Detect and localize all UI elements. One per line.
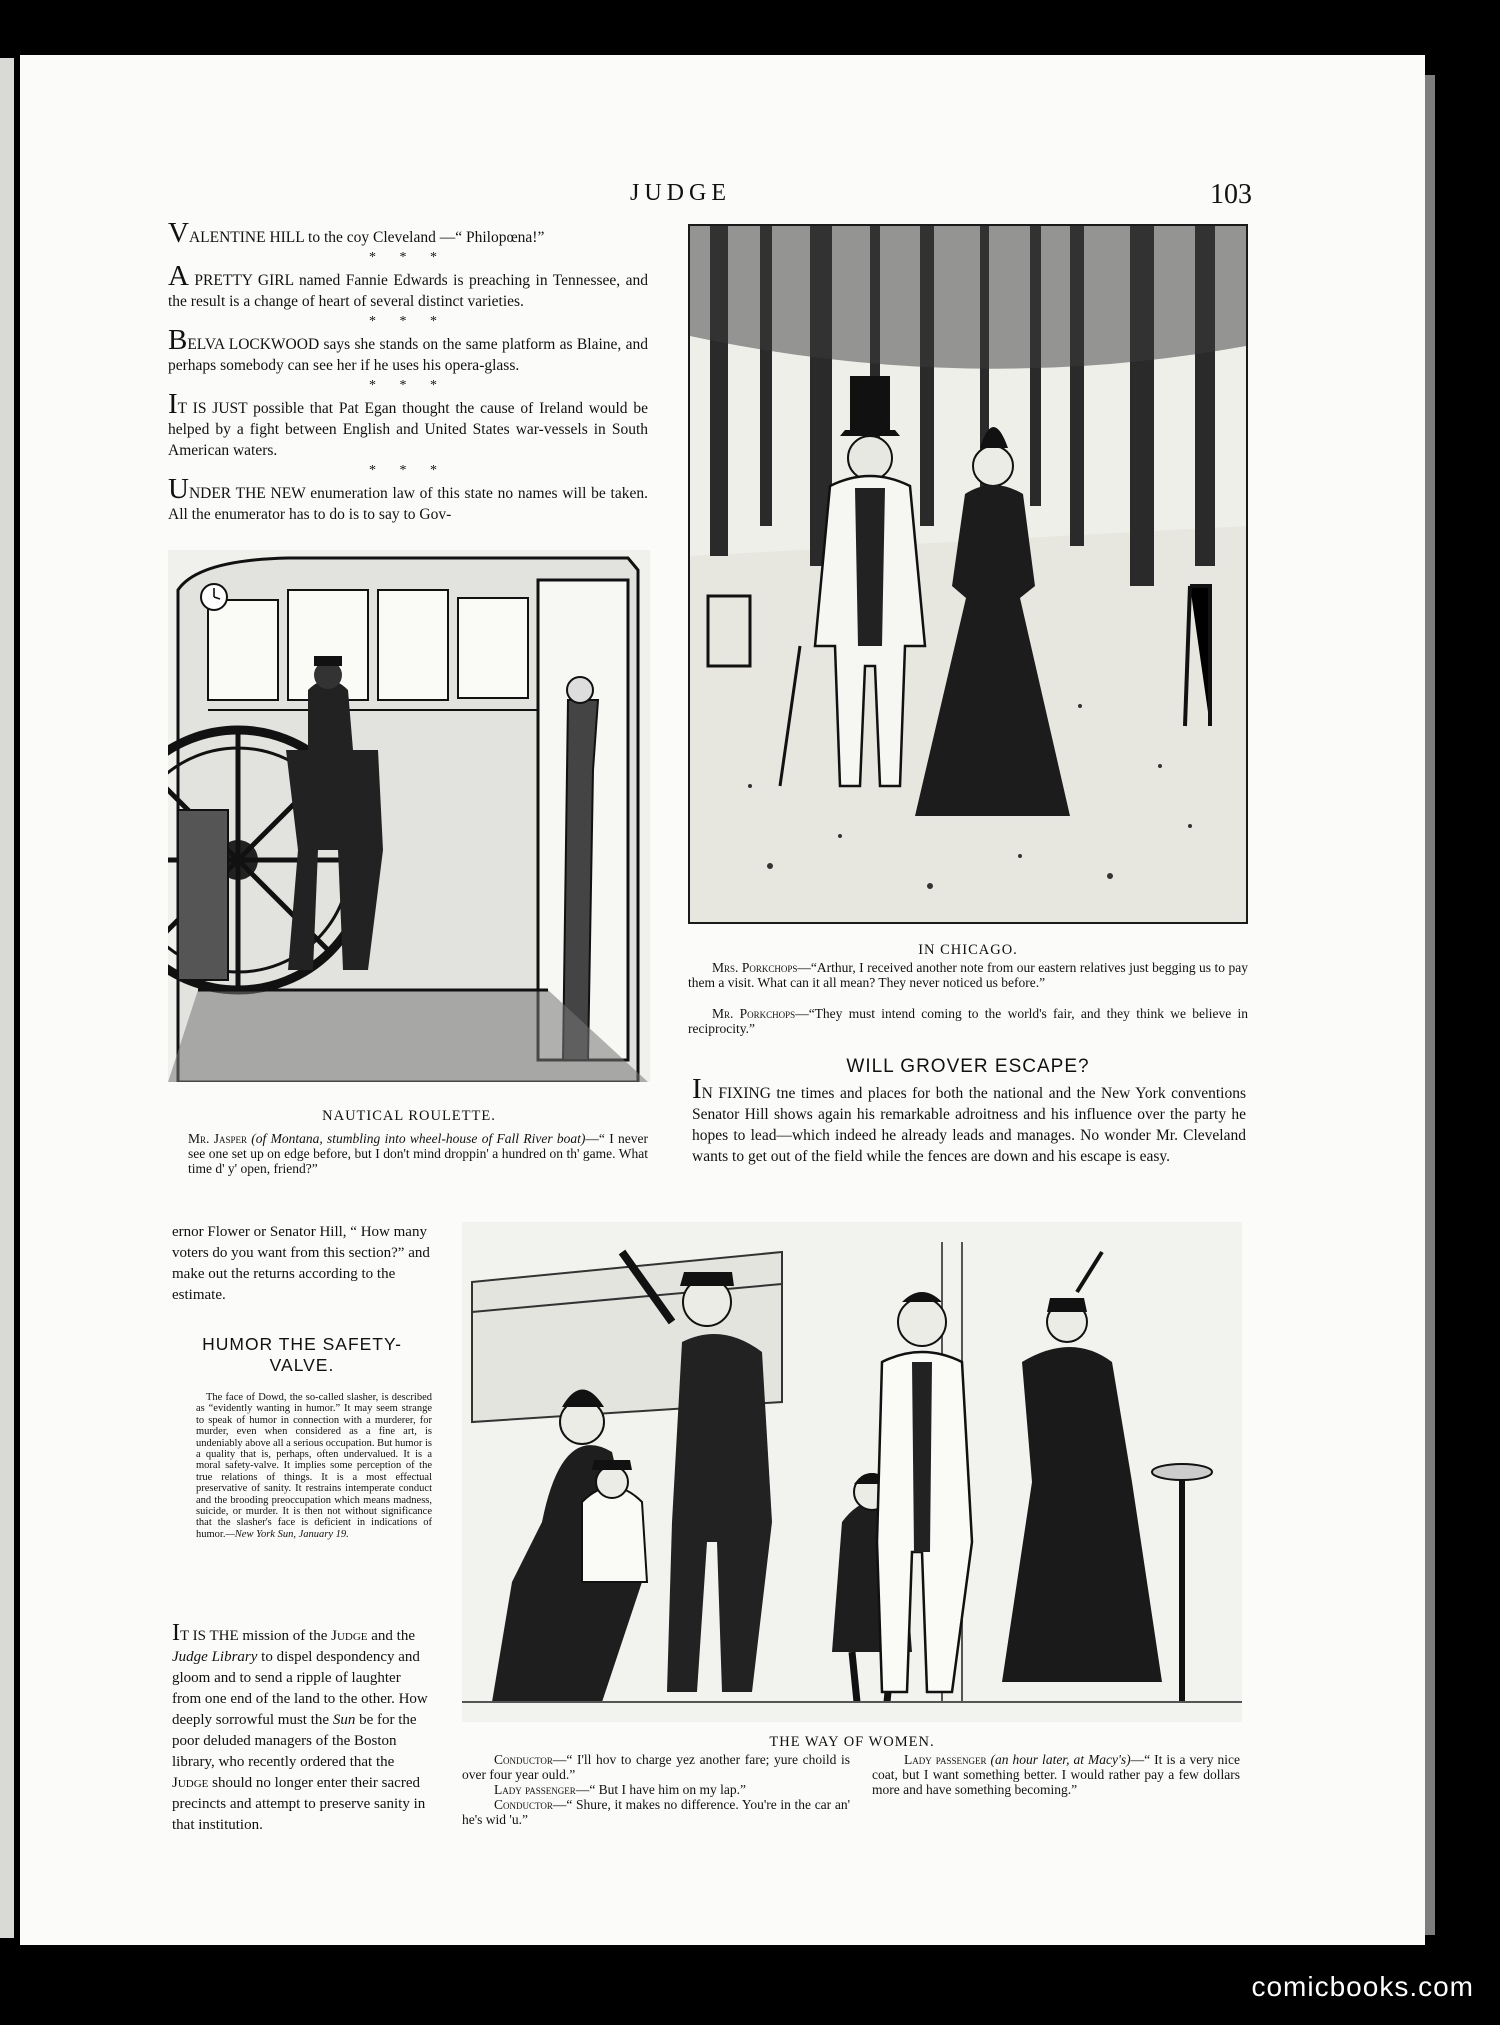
- dialogue: —“ But I have him on my lap.”: [575, 1782, 747, 1797]
- continued-enumeration-text: ernor Flower or Senator Hill, “ How many voters do you want from this section?” and make out the returns according to the estimate.: [172, 1224, 430, 1303]
- paragraph-pretty-girl: [168, 260, 648, 312]
- adjacent-page-edge: [0, 58, 14, 1938]
- way-of-women-title: THE WAY OF WOMEN.: [769, 1734, 935, 1750]
- dialogue-line: [462, 1782, 850, 1797]
- nautical-roulette-illustration: [168, 550, 650, 1082]
- nautical-roulette-caption: [188, 1131, 648, 1176]
- speaker-name: Mr. Porkchops: [712, 1006, 796, 1021]
- body-text: to dispel despondency and gloom and to send a ripple of laughter from one end of the land to the other. How deeply sorrowful must the: [172, 1649, 428, 1728]
- page-gutter-shadow: [1425, 75, 1435, 1935]
- in-chicago-illustration-frame: [688, 224, 1248, 924]
- paragraph-lockwood: [168, 324, 648, 376]
- paragraph-pat-egan: [168, 388, 648, 461]
- magazine-name: Judge: [172, 1775, 209, 1791]
- way-of-women-dialogue-right: [872, 1752, 1240, 1797]
- section-divider: * * *: [369, 463, 447, 478]
- section-divider: * * *: [369, 314, 447, 329]
- drop-initial: I: [168, 388, 178, 420]
- dialogue-line: [462, 1752, 850, 1782]
- speaker-name: Lady passenger: [904, 1752, 987, 1767]
- drop-initial: B: [168, 324, 188, 356]
- speaker-name: Lady passenger: [494, 1782, 576, 1797]
- drop-initial: U: [168, 473, 189, 505]
- humor-quoted-extract: [196, 1392, 432, 1540]
- paragraph-text: NDER THE NEW enumeration law of this state no names will be taken. All the enumerator has to do is to say to Gov-: [168, 485, 648, 523]
- paragraph-enumeration: [168, 473, 648, 525]
- magazine-name: Judge: [331, 1628, 368, 1644]
- magazine-title: JUDGE: [630, 180, 731, 206]
- will-grover-escape-body: [692, 1073, 1246, 1167]
- body-text: be for the poor deluded managers of the Boston library, who recently ordered that the: [172, 1712, 417, 1770]
- body-text: should no longer enter their sacred precincts and attempt to preserve sanity in that institution.: [172, 1775, 426, 1833]
- dialogue: —“Arthur, I received another note from our eastern relatives just begging us to pay them a visit. What can it all mean? They never noticed us before.”: [688, 960, 1248, 990]
- paragraph-text: T IS JUST possible that Pat Egan thought the cause of Ireland would be helped by a fight between English and United States war-vessels in South American waters.: [168, 400, 648, 459]
- stage-direction: (of Montana, stumbling into wheel-house of Fall River boat): [251, 1131, 586, 1146]
- dialogue: —“They must intend coming to the world's fair, and they think we believe in reciprocity.”: [688, 1006, 1249, 1036]
- way-of-women-dialogue-left: [462, 1752, 850, 1827]
- dialogue: —“ I'll hov to charge yez another fare; yure choild is over four year ould.”: [462, 1752, 850, 1782]
- section-divider: * * *: [369, 250, 447, 265]
- in-chicago-title: IN CHICAGO.: [918, 942, 1018, 958]
- body-text: T IS THE mission of the: [180, 1628, 332, 1644]
- in-chicago-caption-line2: [688, 1006, 1248, 1036]
- quote-text: The face of Dowd, the so-called slasher, is described as “evidently wanting in humor.” It may seem strange to speak of humor in connection with a murderer, for murder, even when considered as a fine art, is undeniably above all a serious occupation. But humor is a quality that is, perhaps, often undervalued. It is a moral safety-valve. It implies some perception of the true relations of things. It is a most effectual preservative of sanity. It restrains intemperate conduct and the brooding preoccupation which means madness, suicide, or murder. It is then not without significance that the slasher's face is deficient in indications of humor.: [196, 1392, 432, 1540]
- paragraph-text: ALENTINE HILL to the coy Cleveland —“ Philopœna!”: [188, 229, 545, 246]
- speaker-name: Mr. Jasper: [188, 1131, 247, 1146]
- drop-initial: V: [168, 217, 189, 249]
- page-number: 103: [1210, 179, 1252, 210]
- paragraph-text: ELVA LOCKWOOD says she stands on the same platform as Blaine, and perhaps somebody can see her if he uses his opera-glass.: [168, 336, 648, 374]
- speaker-name: Conductor: [494, 1752, 553, 1767]
- body-text: and the: [367, 1628, 415, 1644]
- stage-direction: (an hour later, at Macy's): [990, 1752, 1131, 1767]
- dialogue: —“ I never see one set up on edge before, but I don't mind droppin' a hundred on th' game. What time d' y' open, friend?”: [188, 1131, 649, 1176]
- newspaper-name: Sun: [332, 1712, 356, 1728]
- article-text: N FIXING tne times and places for both the national and the New York conventions Senator Hill shows again his remarkable adroitness and his influence over the party he hopes to lead—which indeed he already leads and manages. No wonder Mr. Cleveland wants to get out of the field while the fences are down and his escape is easy.: [692, 1085, 1246, 1165]
- quote-source: —New York Sun, January 19.: [225, 1528, 349, 1540]
- in-chicago-illustration: [690, 226, 1246, 922]
- heading-line: VALVE.: [269, 1355, 335, 1375]
- speaker-name: Conductor: [494, 1797, 553, 1812]
- clock-icon: [201, 584, 227, 610]
- nautical-roulette-title: NAUTICAL ROULETTE.: [322, 1108, 496, 1124]
- drop-initial: I: [692, 1073, 702, 1105]
- drop-initial: A: [168, 260, 189, 292]
- library-name: Judge Library: [172, 1649, 258, 1665]
- dialogue: —“ It is a very nice coat, but I want something better. I would rather pay a few dollars more and have something becoming.”: [872, 1752, 1240, 1797]
- drop-initial: I: [172, 1620, 180, 1646]
- heading-line: HUMOR THE SAFETY-: [202, 1334, 402, 1354]
- dialogue: —“ Shure, it makes no difference. You're in the car an' he's wid 'u.”: [462, 1797, 850, 1827]
- way-of-women-illustration: [462, 1222, 1242, 1722]
- paragraph-text: PRETTY GIRL named Fannie Edwards is preaching in Tennessee, and the result is a change of heart of several distinct varieties.: [168, 272, 648, 310]
- humor-body-paragraph: [172, 1620, 430, 1836]
- paragraph-valentine: [168, 217, 648, 249]
- watermark: comicbooks.com: [1251, 1971, 1474, 2002]
- will-grover-escape-heading: WILL GROVER ESCAPE?: [846, 1056, 1090, 1077]
- paragraphs-column: [168, 217, 648, 525]
- speaker-name: Mrs. Porkchops: [712, 960, 798, 975]
- humor-safety-valve-heading: [172, 1334, 432, 1376]
- section-divider: * * *: [369, 378, 447, 393]
- in-chicago-caption-line1: [688, 960, 1248, 990]
- dialogue-line: [462, 1797, 850, 1827]
